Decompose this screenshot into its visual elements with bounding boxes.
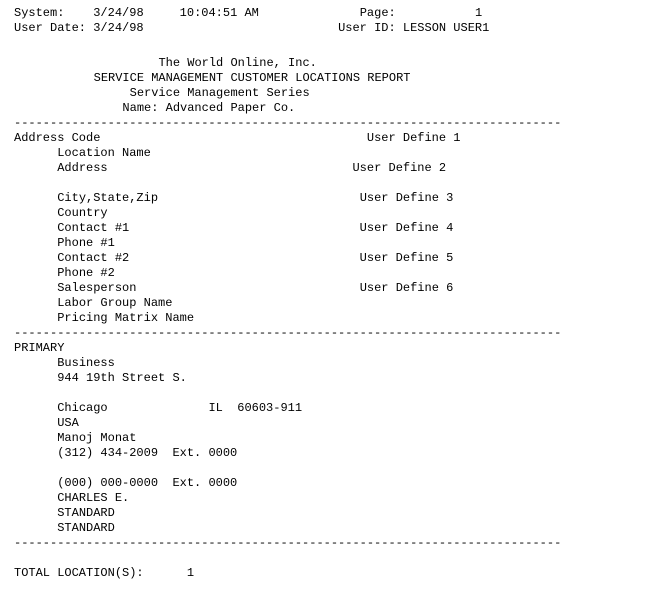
colhdr-right-8: User Define 5	[359, 251, 454, 265]
record-labor-group-name: STANDARD	[57, 506, 115, 520]
colhdr-left-1: Location Name	[57, 146, 151, 160]
report-page	[0, 6, 650, 608]
colhdr-row	[14, 281, 650, 296]
pad-r10	[14, 491, 57, 505]
company-name	[0, 56, 650, 71]
spacer-4	[396, 6, 475, 20]
name-pad	[0, 101, 122, 115]
colhdr-row	[14, 296, 650, 311]
pad-6b	[129, 221, 359, 235]
divider-middle: ----------------------------------------------------------------------------	[14, 326, 562, 340]
pad-2a	[14, 161, 57, 175]
record-salesperson-row	[14, 491, 650, 506]
colhdr-right-0: User Define 1	[366, 131, 461, 145]
pad-r11	[14, 506, 57, 520]
pad-r7	[14, 446, 57, 460]
colhdr-right-10: User Define 6	[359, 281, 454, 295]
pad-f1	[144, 566, 187, 580]
pad-r2	[14, 371, 57, 385]
colhdr-left-2: Address	[57, 161, 108, 175]
pad-9a	[14, 266, 57, 280]
record-country: USA	[57, 416, 79, 430]
spacer-3	[259, 6, 360, 20]
record-phone2: (000) 000-0000 Ext. 0000	[57, 476, 238, 490]
colhdr-row	[14, 311, 650, 326]
record-blank-2	[14, 461, 650, 476]
report-footer	[14, 551, 650, 581]
header-userdate-line	[14, 21, 650, 36]
spacer-2	[144, 6, 180, 20]
record-phone2-row	[14, 476, 650, 491]
record-phone1: (312) 434-2009 Ext. 0000	[57, 446, 238, 460]
report-header	[14, 6, 650, 36]
colhdr-row	[14, 146, 650, 161]
colhdr-right-2: User Define 2	[352, 161, 447, 175]
pad-4b	[158, 191, 360, 205]
system-label: System:	[14, 6, 65, 20]
page-number: 1	[474, 6, 483, 20]
pad-2b	[108, 161, 353, 175]
report-pad	[0, 71, 94, 85]
pad-6a	[14, 221, 57, 235]
pad-10b	[136, 281, 359, 295]
company-text: The World Online, Inc.	[158, 56, 317, 70]
series-text: Service Management Series	[129, 86, 310, 100]
colhdr-row	[14, 191, 650, 206]
record-pricing-matrix-name: STANDARD	[57, 521, 115, 535]
pad-r12	[14, 521, 57, 535]
colhdr-left-0: Address Code	[14, 131, 101, 145]
colhdr-left-8: Contact #2	[57, 251, 130, 265]
record-address-code: PRIMARY	[14, 341, 65, 355]
spacer-7	[396, 21, 403, 35]
pad-10a	[14, 281, 57, 295]
report-text: SERVICE MANAGEMENT CUSTOMER LOCATIONS REPORT	[93, 71, 411, 85]
record-location-name-row	[14, 356, 650, 371]
total-locations-row	[14, 566, 650, 581]
colhdr-row	[14, 236, 650, 251]
pad-8a	[14, 251, 57, 265]
pad-5a	[14, 206, 57, 220]
colhdr-left-5: Country	[57, 206, 108, 220]
pad-11a	[14, 296, 57, 310]
colhdr-right-6: User Define 4	[359, 221, 454, 235]
header-system-line	[14, 6, 650, 21]
spacer-6	[144, 21, 338, 35]
pad-r5	[14, 416, 57, 430]
colhdr-row	[14, 251, 650, 266]
pad-8b	[129, 251, 359, 265]
record-location-name: Business	[57, 356, 115, 370]
system-date: 3/24/98	[93, 6, 144, 20]
total-locations-label: TOTAL LOCATION(S):	[14, 566, 144, 580]
colhdr-row	[14, 161, 650, 176]
series-name	[0, 86, 650, 101]
pad-r1	[14, 356, 57, 370]
company-pad	[0, 56, 158, 70]
pad-r6	[14, 431, 57, 445]
record-country-row	[14, 416, 650, 431]
record-city-state-zip-row	[14, 401, 650, 416]
colhdr-row	[14, 131, 650, 146]
colhdr-row	[14, 206, 650, 221]
colhdr-right-4: User Define 3	[359, 191, 454, 205]
pad-1a	[14, 146, 57, 160]
colhdr-row	[14, 266, 650, 281]
pad-7a	[14, 236, 57, 250]
page-label: Page:	[359, 6, 396, 20]
divider-top: ----------------------------------------------------------------------------	[14, 116, 562, 130]
record-blank-1	[14, 386, 650, 401]
colhdr-left-12: Pricing Matrix Name	[57, 311, 195, 325]
colhdr-left-6: Contact #1	[57, 221, 130, 235]
record-phone1-row	[14, 446, 650, 461]
record-address-line1: 944 19th Street S.	[57, 371, 187, 385]
total-locations-value: 1	[186, 566, 195, 580]
record-labor-group-row	[14, 506, 650, 521]
record-pricing-matrix-row	[14, 521, 650, 536]
spacer-1	[64, 6, 93, 20]
pad-0	[100, 131, 366, 145]
colhdr-left-9: Phone #2	[57, 266, 115, 280]
record-block	[14, 341, 650, 536]
pad-4a	[14, 191, 57, 205]
report-title-block	[0, 56, 650, 116]
record-city-state-zip: Chicago IL 60603-911	[57, 401, 303, 415]
user-id-label: User ID:	[338, 21, 396, 35]
record-contact1-row	[14, 431, 650, 446]
colhdr-left-7: Phone #1	[57, 236, 115, 250]
record-contact1: Manoj Monat	[57, 431, 137, 445]
pad-r4	[14, 401, 57, 415]
report-name	[0, 71, 650, 86]
record-address-row	[14, 371, 650, 386]
column-header-block	[14, 131, 650, 326]
pad-r9	[14, 476, 57, 490]
name-text: Name: Advanced Paper Co.	[122, 101, 296, 115]
pad-12a	[14, 311, 57, 325]
series-pad	[0, 86, 130, 100]
system-time: 10:04:51 AM	[179, 6, 259, 20]
colhdr-left-4: City,State,Zip	[57, 191, 159, 205]
user-date-label: User Date:	[14, 21, 87, 35]
colhdr-blank	[14, 176, 650, 191]
customer-name-line	[0, 101, 650, 116]
user-date: 3/24/98	[93, 21, 144, 35]
colhdr-row	[14, 221, 650, 236]
divider-bottom: ----------------------------------------------------------------------------	[14, 536, 562, 550]
record-salesperson: CHARLES E.	[57, 491, 130, 505]
colhdr-left-11: Labor Group Name	[57, 296, 173, 310]
colhdr-left-10: Salesperson	[57, 281, 137, 295]
user-id: LESSON USER1	[402, 21, 490, 35]
footer-blank	[14, 551, 650, 566]
